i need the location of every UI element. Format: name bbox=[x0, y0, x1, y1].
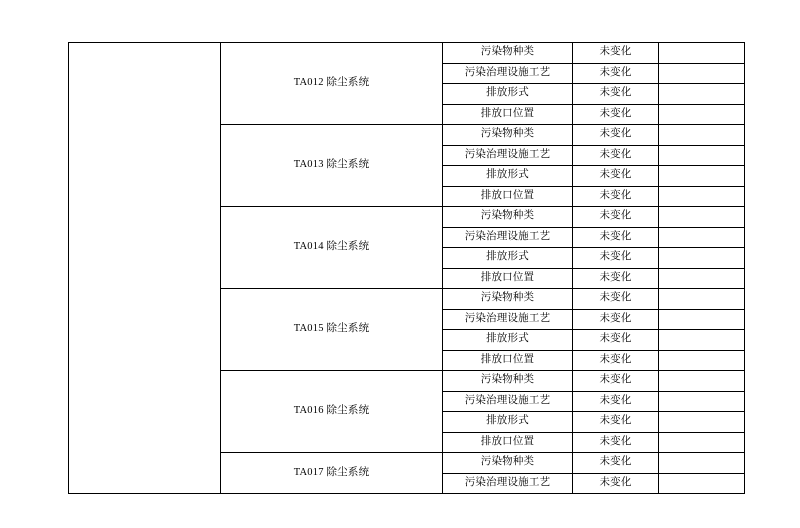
status-cell: 未变化 bbox=[573, 473, 659, 494]
device-name-cell: TA017 除尘系统 bbox=[221, 453, 443, 494]
note-cell bbox=[659, 63, 745, 84]
status-cell: 未变化 bbox=[573, 227, 659, 248]
item-cell: 污染治理设施工艺 bbox=[443, 473, 573, 494]
status-cell: 未变化 bbox=[573, 43, 659, 64]
note-cell bbox=[659, 125, 745, 146]
item-cell: 排放形式 bbox=[443, 248, 573, 269]
status-cell: 未变化 bbox=[573, 371, 659, 392]
status-cell: 未变化 bbox=[573, 248, 659, 269]
status-cell: 未变化 bbox=[573, 268, 659, 289]
category-cell bbox=[69, 43, 221, 494]
item-cell: 污染物种类 bbox=[443, 43, 573, 64]
item-cell: 排放形式 bbox=[443, 330, 573, 351]
note-cell bbox=[659, 207, 745, 228]
status-cell: 未变化 bbox=[573, 350, 659, 371]
status-cell: 未变化 bbox=[573, 309, 659, 330]
device-name-cell: TA012 除尘系统 bbox=[221, 43, 443, 125]
status-cell: 未变化 bbox=[573, 330, 659, 351]
device-name-cell: TA014 除尘系统 bbox=[221, 207, 443, 289]
note-cell bbox=[659, 289, 745, 310]
note-cell bbox=[659, 186, 745, 207]
item-cell: 排放口位置 bbox=[443, 432, 573, 453]
item-cell: 污染物种类 bbox=[443, 371, 573, 392]
note-cell bbox=[659, 43, 745, 64]
status-cell: 未变化 bbox=[573, 63, 659, 84]
note-cell bbox=[659, 309, 745, 330]
item-cell: 污染治理设施工艺 bbox=[443, 309, 573, 330]
note-cell bbox=[659, 84, 745, 105]
status-cell: 未变化 bbox=[573, 84, 659, 105]
note-cell bbox=[659, 145, 745, 166]
item-cell: 污染治理设施工艺 bbox=[443, 63, 573, 84]
note-cell bbox=[659, 473, 745, 494]
note-cell bbox=[659, 391, 745, 412]
note-cell bbox=[659, 166, 745, 187]
item-cell: 排放口位置 bbox=[443, 268, 573, 289]
device-name-cell: TA016 除尘系统 bbox=[221, 371, 443, 453]
status-cell: 未变化 bbox=[573, 166, 659, 187]
item-cell: 污染物种类 bbox=[443, 289, 573, 310]
status-cell: 未变化 bbox=[573, 145, 659, 166]
item-cell: 污染治理设施工艺 bbox=[443, 145, 573, 166]
note-cell bbox=[659, 104, 745, 125]
status-cell: 未变化 bbox=[573, 104, 659, 125]
device-name-cell: TA013 除尘系统 bbox=[221, 125, 443, 207]
note-cell bbox=[659, 432, 745, 453]
note-cell bbox=[659, 248, 745, 269]
status-cell: 未变化 bbox=[573, 391, 659, 412]
item-cell: 污染治理设施工艺 bbox=[443, 227, 573, 248]
note-cell bbox=[659, 371, 745, 392]
note-cell bbox=[659, 453, 745, 474]
item-cell: 排放形式 bbox=[443, 166, 573, 187]
status-cell: 未变化 bbox=[573, 453, 659, 474]
status-cell: 未变化 bbox=[573, 186, 659, 207]
status-cell: 未变化 bbox=[573, 412, 659, 433]
note-cell bbox=[659, 227, 745, 248]
item-cell: 排放口位置 bbox=[443, 350, 573, 371]
note-cell bbox=[659, 268, 745, 289]
item-cell: 排放口位置 bbox=[443, 186, 573, 207]
status-cell: 未变化 bbox=[573, 125, 659, 146]
status-cell: 未变化 bbox=[573, 289, 659, 310]
note-cell bbox=[659, 350, 745, 371]
note-cell bbox=[659, 330, 745, 351]
device-name-cell: TA015 除尘系统 bbox=[221, 289, 443, 371]
table-body bbox=[69, 43, 745, 494]
status-cell: 未变化 bbox=[573, 207, 659, 228]
emission-change-table bbox=[68, 42, 745, 494]
item-cell: 污染物种类 bbox=[443, 125, 573, 146]
table-row bbox=[69, 43, 745, 64]
item-cell: 污染物种类 bbox=[443, 453, 573, 474]
item-cell: 污染治理设施工艺 bbox=[443, 391, 573, 412]
item-cell: 排放口位置 bbox=[443, 104, 573, 125]
item-cell: 排放形式 bbox=[443, 412, 573, 433]
item-cell: 排放形式 bbox=[443, 84, 573, 105]
item-cell: 污染物种类 bbox=[443, 207, 573, 228]
status-cell: 未变化 bbox=[573, 432, 659, 453]
note-cell bbox=[659, 412, 745, 433]
